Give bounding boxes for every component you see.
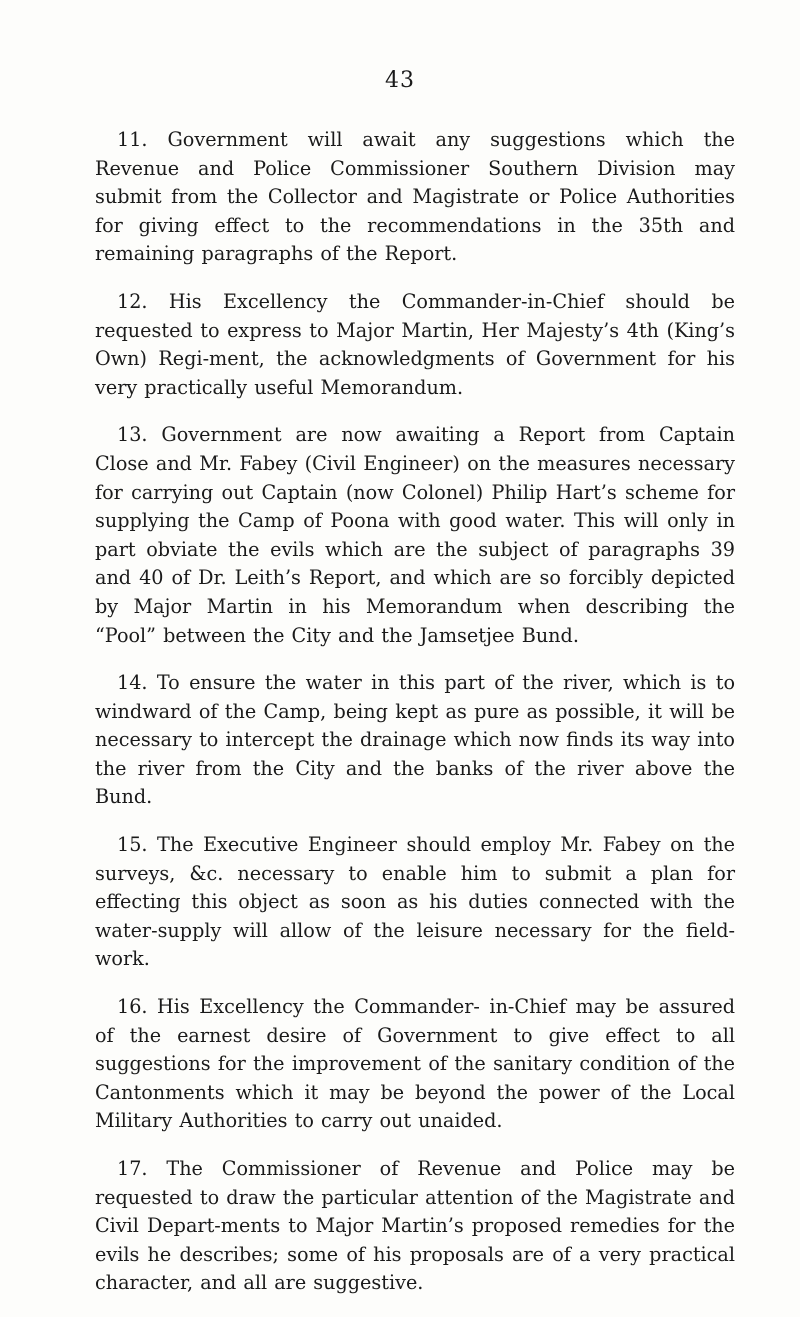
paragraph-number: 12. [117,289,148,313]
paragraph-16 [95,993,735,1136]
paragraph-text: The Executive Engineer should employ Mr. Fabey on the surveys, &c. necessary to enable him to submit a plan for effecting this object as soon as his duties connected with the water-supply will allow of the leisure necessary for the field-work. [95,833,735,971]
paragraph-12 [95,288,735,402]
paragraph-text: To ensure the water in this part of the river, which is to windward of the Camp, being kept as pure as possible, it will be necessary to intercept the drainage which now finds its way into the river from the City and the banks of the river above the Bund. [95,671,735,809]
paragraph-number: 14. [117,671,148,695]
document-body [95,126,735,1317]
paragraph-text: His Excellency the Commander-in-Chief should be requested to express to Major Martin, Her Majesty’s 4th (King’s Own) Regi-ment, the acknowledgments of Government for his very practically useful Memorandum. [95,289,735,399]
paragraph-number: 17. [117,1157,148,1180]
paragraph-text: The Commissioner of Revenue and Police may be requested to draw the particular attention of the Magistrate and Civil Depart-ments to Major Martin’s proposed remedies for the evils he describes; some of his proposals are of a very practical character, and all are suggestive. [95,1157,735,1295]
paragraph-14 [95,669,735,812]
paragraph-number: 16. [117,995,148,1019]
paragraph-15 [95,831,735,974]
paragraph-number: 13. [117,423,148,447]
paragraph-text: Government are now awaiting a Report from Captain Close and Mr. Fabey (Civil Engineer) on the measures necessary for carrying out Captain (now Colonel) Philip Hart’s scheme for supplying the Camp of Poona with good water. This will only in part obviate the evils which are the subject of paragraphs 39 and 40 of Dr. Leith’s Report, and which are so forcibly depicted by Major Martin in his Memorandum when describing the “Pool” between the City and the Jamsetjee Bund. [95,423,735,647]
page-number: 43 [385,68,415,93]
paragraph-text: His Excellency the Commander- in-Chief may be assured of the earnest desire of Government to give effect to all suggestions for the improvement of the sanitary condition of the Cantonments which it may be beyond the power of the Local Military Authorities to carry out unaided. [95,995,735,1133]
paragraph-13 [95,421,735,650]
paragraph-number: 15. [117,833,148,857]
paragraph-text: Government will await any suggestions which the Revenue and Police Commissioner Southern Division may submit from the Collector and Magistrate or Police Authorities for giving effect to the recommendations in the 35th and remaining paragraphs of the Report. [95,128,735,266]
paragraph-number: 11. [117,128,148,151]
paragraph-17 [95,1155,735,1298]
paragraph-11 [95,126,735,269]
